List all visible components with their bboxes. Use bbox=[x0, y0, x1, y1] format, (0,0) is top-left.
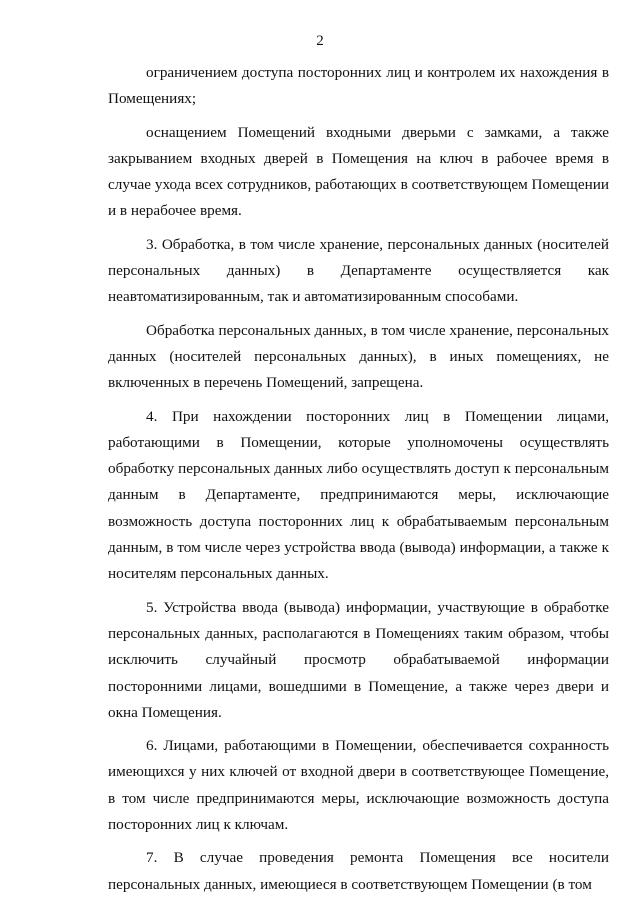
paragraph-door-locks: оснащением Помещений входными дверьми с замками, а также закрыванием входных дверей в Помещения на ключ в рабочее время в случае ухода всех сотрудников, работающих в соответствующем Помещении и в нерабочее время. bbox=[108, 123, 609, 220]
paragraph-6-keys: 6. Лицами, работающими в Помещении, обеспечивается сохранность имеющихся у них ключей от входной двери в соответствующее Помещение, в том числе предпринимаются меры, исключающие возможность доступа посторонних лиц к ключам. bbox=[108, 737, 609, 834]
paragraph-processing-prohibited: Обработка персональных данных, в том числе хранение, персональных данных (носителей персональных данных), в иных помещениях, не включенных в перечень Помещений, запрещена. bbox=[108, 321, 609, 392]
paragraph-7-repair: 7. В случае проведения ремонта Помещения все носители персональных данных, имеющиеся в соответствующем Помещении (в том bbox=[108, 849, 609, 893]
paragraph-5-io-devices: 5. Устройства ввода (вывода) информации, участвующие в обработке персональных данных, располагаются в Помещениях таким образом, чтобы исключить случайный просмотр обрабатываемой информации посторонними лицами, вошедшими в Помещение, а также через двери и окна Помещения. bbox=[108, 598, 609, 721]
page-number: 2 bbox=[316, 33, 324, 49]
paragraph-access-control: ограничением доступа посторонних лиц и контролем их нахождения в Помещениях; bbox=[108, 64, 609, 108]
paragraph-4-outsiders: 4. При нахождении посторонних лиц в Помещении лицами, работающими в Помещении, которые уполномочены осуществлять обработку персональных данных либо осуществлять доступ к персональным данным в Департаменте, предпринимаются меры, исключающие возможность доступа посторонних лиц к обрабатываемым персональным данным, в том числе через устройства ввода (вывода) информации, а также к носителям персональных данных. bbox=[108, 407, 609, 583]
document-body bbox=[108, 60, 609, 905]
paragraph-3-processing: 3. Обработка, в том числе хранение, персональных данных (носителей персональных данных) в Департаменте осуществляется как неавтоматизированным, так и автоматизированным способами. bbox=[108, 235, 609, 306]
